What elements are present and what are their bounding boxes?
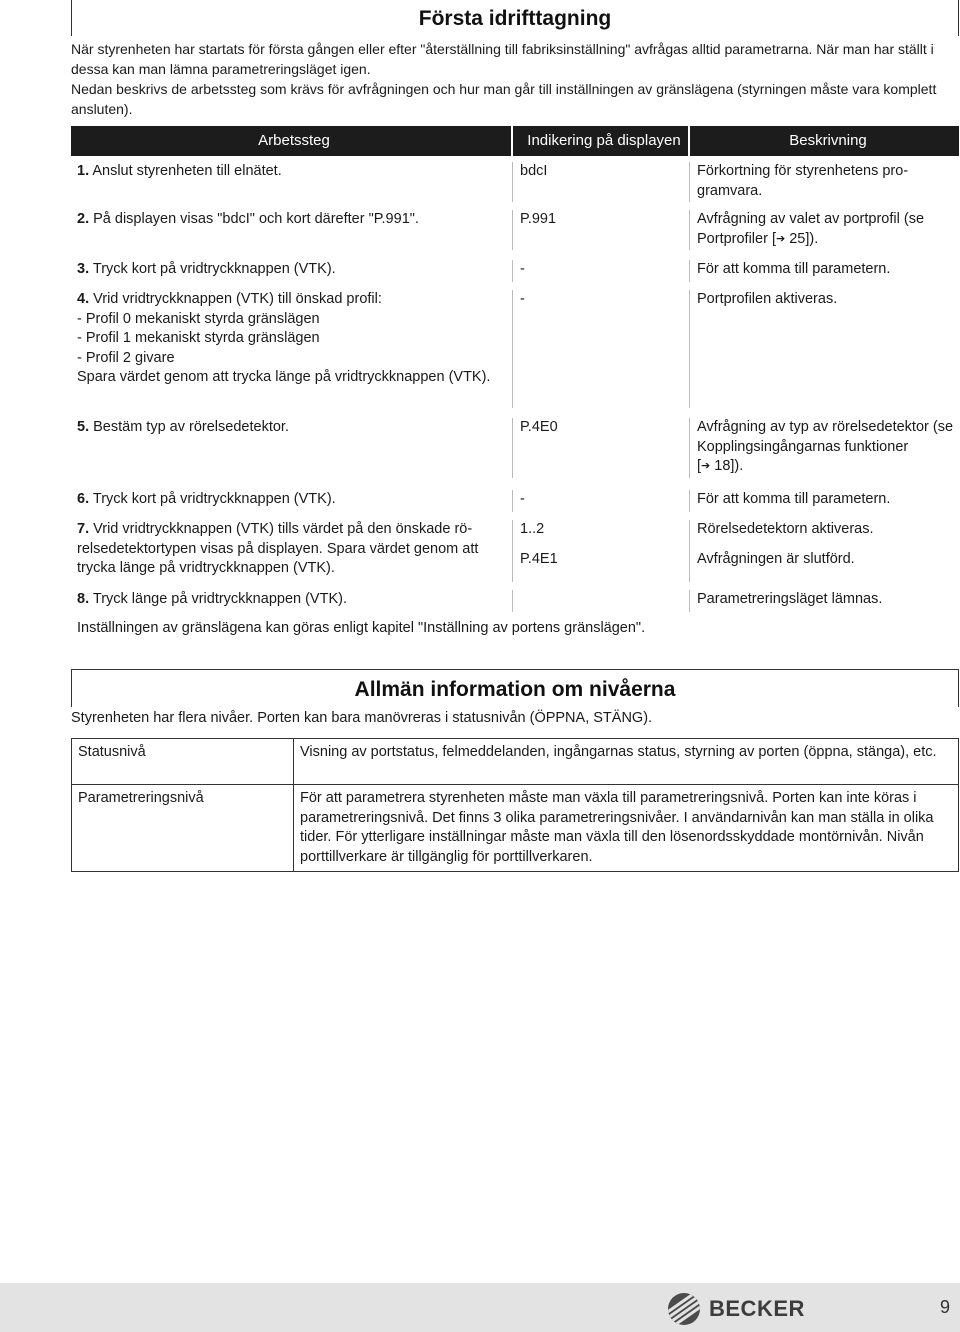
table-row	[72, 739, 958, 784]
step-description: Avfrågning av valet av portprofil (se	[697, 211, 925, 227]
level-name: Parametreringsnivå	[72, 785, 294, 871]
page-reference-link[interactable]: [➔ 18]).	[697, 458, 743, 474]
header-display: Indikering på displayen	[513, 126, 690, 156]
step-description: För att komma till parametern.	[697, 261, 891, 277]
step-description: Förkortning för styrenhetens pro- gramvara.	[697, 163, 909, 199]
step-text: Bestäm typ av rörelsedetektor.	[93, 419, 289, 435]
display-value: 1..2	[520, 521, 545, 537]
becker-logo-icon	[668, 1293, 700, 1325]
brand-name: BECKER	[709, 1296, 805, 1321]
page-number: 9	[939, 1297, 950, 1317]
level-description: Visning av portstatus, felmeddelanden, ingångarnas status, styrning av porten (öppna, stänga), etc.	[300, 744, 937, 760]
brand-logo	[668, 1293, 805, 1325]
step-text: Vrid vridtryckknappen (VTK) tills värdet på den önskade rö- relsedetektortypen visas på displayen. Spara värdet genom att trycka länge på vridtryckknappen (VTK).	[77, 521, 479, 576]
page-footer	[0, 1283, 960, 1332]
table-row	[71, 290, 959, 408]
table-row	[71, 490, 959, 512]
intro-paragraph-1: När styrenheten har startats för första gången eller efter "återställning till fabriksinställning" avfrågas alltid parametrarna. När man har ställt i dessa kan man lämna parametreringsläget igen.	[71, 41, 934, 77]
section-title-levels: Allmän information om nivåerna	[71, 669, 959, 707]
step-number: 4.	[77, 291, 90, 307]
step-description: För att komma till parametern.	[697, 491, 891, 507]
step-description: Parametreringsläget lämnas.	[697, 591, 883, 607]
step-number: 8.	[77, 591, 90, 607]
display-value: P.4E0	[520, 419, 558, 435]
step-number: 2.	[77, 211, 90, 227]
steps-table-header	[71, 126, 959, 156]
intro-text	[71, 39, 959, 119]
table-row	[72, 784, 958, 871]
step-text: Vrid vridtryckknappen (VTK) till önskad profil: - Profil 0 mekaniskt styrda gränslägen - Profil 1 mekaniskt styrda gränslägen - Profil 2 givare Spara värdet genom att trycka länge på vridtryckknappen (VTK).	[77, 291, 491, 385]
header-work-step: Arbetssteg	[71, 126, 513, 156]
table-row	[71, 260, 959, 282]
display-value: P.991	[520, 211, 557, 227]
step-text: Tryck kort på vridtryckknappen (VTK).	[92, 261, 336, 277]
table-row	[71, 520, 959, 582]
table-row	[71, 418, 959, 478]
display-value-2: P.4E1	[520, 550, 558, 567]
display-value: -	[520, 491, 525, 507]
display-value: -	[520, 261, 525, 277]
step-description: Rörelsedetektorn aktiveras.	[697, 521, 874, 537]
reference-arrow-icon: ➔	[701, 460, 711, 472]
levels-intro: Styrenheten har flera nivåer. Porten kan bara manövreras i statusnivån (ÖPPNA, STÄNG).	[71, 710, 653, 726]
section-title-first-startup: Första idrifttagning	[71, 0, 959, 36]
step-description: Portprofilen aktiveras.	[697, 291, 838, 307]
steps-table	[71, 126, 959, 607]
limit-settings-note: Inställningen av gränslägena kan göras enligt kapitel "Inställning av portens gränslägen".	[77, 620, 646, 636]
step-text: På displayen visas "bdcI" och kort därefter "P.991".	[93, 211, 419, 227]
display-value: bdcI	[520, 163, 548, 179]
display-value: -	[520, 291, 525, 307]
level-name: Statusnivå	[72, 739, 294, 784]
table-row	[71, 162, 959, 202]
step-text: Tryck länge på vridtryckknappen (VTK).	[92, 591, 347, 607]
page-reference-link[interactable]: Portprofiler [➔ 25]).	[697, 231, 818, 247]
step-description: Avfrågning av typ av rörelsedetektor (se Kopplingsingångarnas funktioner	[697, 419, 954, 455]
step-number: 6.	[77, 491, 90, 507]
reference-arrow-icon: ➔	[775, 232, 786, 245]
step-number: 3.	[77, 261, 90, 277]
levels-table	[71, 738, 959, 872]
step-description-2: Avfrågningen är slutförd.	[697, 550, 855, 567]
step-number: 1.	[77, 163, 90, 179]
level-description: För att parametrera styrenheten måste man växla till parametreringsnivå. Porten kan inte köras i parametreringsnivå. Det finns 3 olika parametreringsnivåer. I användarnivån kan man ställa in olika tider. För ytterligare inställningar måste man växla till den lösenordsskyddade montörnivån. Nivån porttillverkare är tillgänglig för porttillverkaren.	[300, 790, 934, 865]
table-row	[71, 210, 959, 250]
step-text: Anslut styrenheten till elnätet.	[92, 163, 282, 179]
header-description: Beskrivning	[789, 132, 867, 149]
intro-paragraph-2: Nedan beskrivs de arbetssteg som krävs för avfrågningen och hur man går till inställningen av gränslägena (styrningen måste vara komplett ansluten).	[71, 81, 937, 117]
step-text: Tryck kort på vridtryckknappen (VTK).	[92, 491, 336, 507]
table-row	[71, 590, 959, 612]
step-number: 7.	[77, 521, 90, 537]
step-number: 5.	[77, 419, 90, 435]
